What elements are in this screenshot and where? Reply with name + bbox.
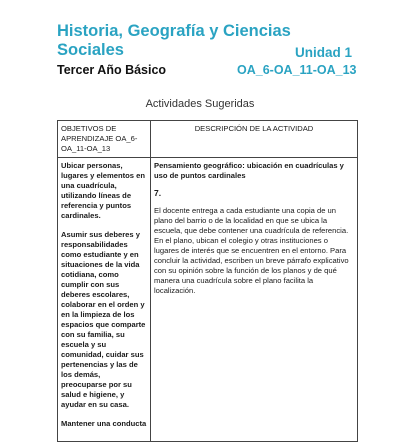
- activity-description: El docente entrega a cada estudiante una copia de un plano del barrio o de la localidad en que se ubica la escuela, que debe contener una cuadrícula de referencia. En el plano, ubican el colegio y otras instituciones o lugares de interés que se encuentren en el entorno. Para concluir la actividad, escriben un breve párrafo explicativo con su opinión sobre la función de los planos y de qué manera una cuadrícula sobre el plano facilita la localización.: [154, 206, 349, 295]
- table-header-row: [58, 121, 358, 158]
- objective-codes: OA_6-OA_11-OA_13: [237, 63, 357, 77]
- objective-item: Ubicar personas, lugares y elementos en una cuadrícula, utilizando líneas de referencia y puntos cardinales.: [61, 161, 145, 220]
- table-row: [58, 158, 358, 442]
- description-column-header: DESCRIPCIÓN DE LA ACTIVIDAD: [151, 121, 358, 158]
- activity-number: 7.: [154, 188, 162, 198]
- activity-title: Pensamiento geográfico: ubicación en cuadrículas y uso de puntos cardinales: [154, 161, 344, 180]
- objectives-column-header: OBJETIVOS DE APRENDIZAJE OA_6-OA_11-OA_13: [58, 121, 151, 158]
- objective-item: Mantener una conducta: [61, 419, 147, 428]
- objectives-cell: [58, 158, 151, 442]
- unit-label: Unidad 1: [295, 45, 353, 60]
- objective-item: Asumir sus deberes y responsabilidades como estudiante y en situaciones de la vida cotidiana, como cumplir con sus deberes escolares, colaborar en el orden y en la limpieza de los espacios que comparte con su familia, su escuela y su comunidad, cuidar sus pertenencias y las de los demás, preocuparse por su salud e higiene, y ayudar en su casa.: [61, 230, 146, 409]
- subject-title-line-1: Historia, Geografía y Ciencias: [57, 22, 291, 40]
- activity-description-cell: [151, 158, 358, 442]
- section-title: Actividades Sugeridas: [145, 98, 255, 110]
- subject-title-line-2: Sociales: [57, 41, 124, 59]
- document-header: [57, 22, 357, 80]
- grade-label: Tercer Año Básico: [57, 63, 167, 77]
- activities-table: [57, 120, 358, 442]
